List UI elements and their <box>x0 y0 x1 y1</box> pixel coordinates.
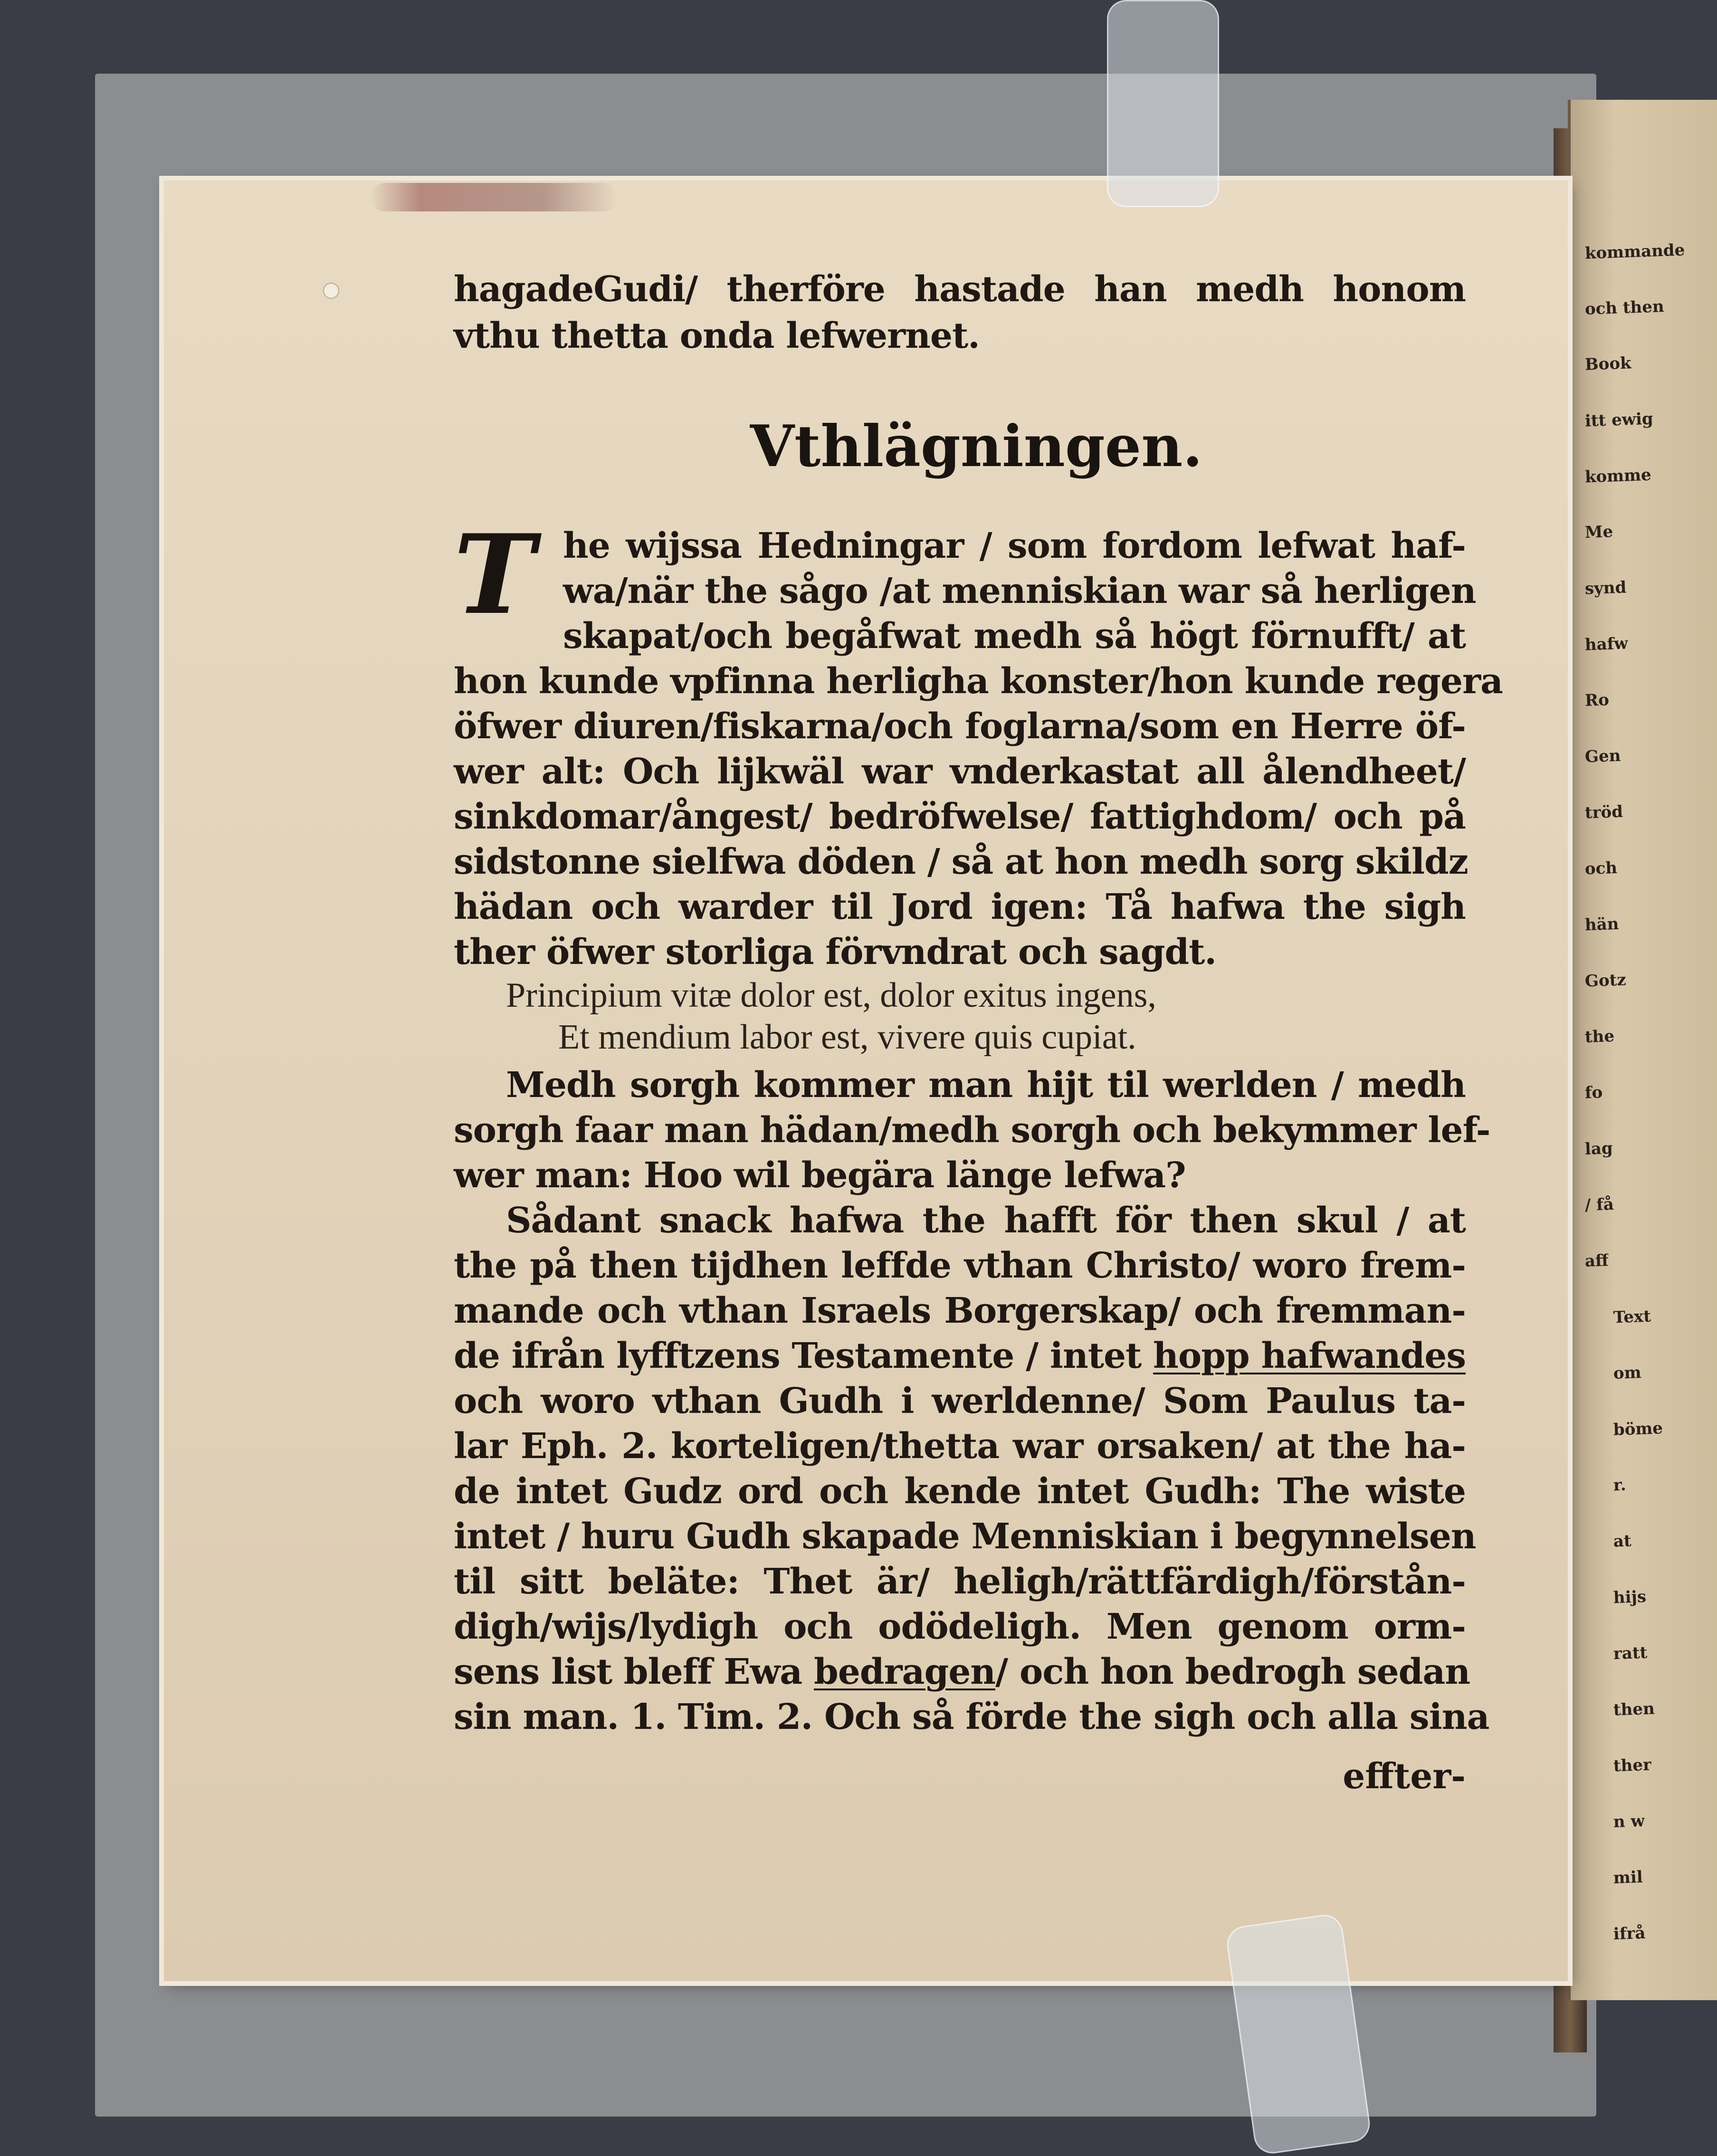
facing-page-fragment: itt ewig <box>1584 409 1654 431</box>
facing-page-fragment: ifrå <box>1613 1923 1646 1944</box>
catchword: effter- <box>1343 1756 1466 1797</box>
facing-page-fragment: mil <box>1613 1867 1643 1888</box>
text-line: sorgh faar man hädan/medh sorgh och bekymmer lef- <box>454 1110 1490 1151</box>
page-hole <box>323 283 339 299</box>
facing-page-fragment: aff <box>1584 1251 1609 1271</box>
facing-page-fragment: komme <box>1584 465 1652 487</box>
section-heading: Vthlägningen. <box>750 413 1203 480</box>
drop-cap: T <box>454 511 535 639</box>
facing-page-fragment: lag <box>1584 1138 1613 1159</box>
facing-page-fragment: r. <box>1613 1475 1627 1495</box>
text-line: hon kunde vpfinna herligha konster/hon kunde regera <box>454 661 1503 702</box>
facing-page-fragment: Ro <box>1584 690 1610 710</box>
facing-page-fragment: synd <box>1584 578 1627 599</box>
text-line: hagadeGudi/ therföre hastade han medh honom <box>454 269 1466 310</box>
text-line: til sitt beläte: Thet är/ heligh/rättfärdigh/förstån- <box>454 1561 1466 1602</box>
text-line: Medh sorgh kommer man hijt til werlden / medh <box>506 1065 1466 1106</box>
facing-page-fragment: Text <box>1613 1307 1651 1327</box>
facing-page-fragment: om <box>1613 1363 1642 1383</box>
facing-page-fragment: Me <box>1584 522 1613 543</box>
facing-page-fragment: Gotz <box>1584 970 1627 991</box>
text-line: de intet Gudz ord och kende intet Gudh: The wiste <box>454 1471 1466 1512</box>
plastic-clip-top <box>1107 0 1219 207</box>
facing-page-fragment: ratt <box>1613 1643 1648 1664</box>
text-line: wer alt: Och lijkwäl war vnderkastat all ålendheet/ <box>454 751 1466 792</box>
facing-page-fragment: n w <box>1613 1811 1645 1832</box>
underlined-phrase: bedragen <box>813 1651 996 1692</box>
text-line: vthu thetta onda lefwernet. <box>454 315 980 356</box>
facing-page-fragment: Gen <box>1584 746 1621 767</box>
text-line: hädan och warder til Jord igen: Tå hafwa the sigh <box>454 887 1466 927</box>
facing-page-fragment: at <box>1613 1531 1632 1551</box>
facing-page-fragment: then <box>1613 1699 1655 1720</box>
facing-page-fragment: hijs <box>1613 1587 1647 1608</box>
facing-page-fragment: the <box>1584 1026 1615 1047</box>
text-line: wer man: Hoo wil begära länge lefwa? <box>454 1155 1186 1196</box>
text-line: sin man. 1. Tim. 2. Och så förde the sigh och alla sina <box>454 1697 1489 1737</box>
text-line: och woro vthan Gudh i werldenne/ Som Paulus ta- <box>454 1381 1466 1421</box>
latin-verse-line: Principium vitæ dolor est, dolor exitus ingens, <box>506 976 1156 1015</box>
text-line: sens list bleff Ewa bedragen/ och hon bedrogh sedan <box>454 1651 1470 1692</box>
facing-page-fragment: och then <box>1584 297 1665 319</box>
text-line: he wijssa Hedningar / som fordom lefwat haf- <box>563 525 1466 566</box>
facing-page-fragment: tröd <box>1584 802 1623 823</box>
text-line: mande och vthan Israels Borgerskap/ och fremman- <box>454 1290 1466 1331</box>
facing-page-fragment: hän <box>1584 914 1620 935</box>
text-line: lar Eph. 2. korteligen/thetta war orsaken/ at the ha- <box>454 1426 1466 1467</box>
underlined-phrase: hopp hafwandes <box>1153 1336 1466 1376</box>
latin-verse-line: Et mendium labor est, vivere quis cupiat. <box>558 1018 1136 1057</box>
text-line: intet / huru Gudh skapade Menniskian i begynnelsen <box>454 1516 1476 1557</box>
text-line: Sådant snack hafwa the hafft för then skul / at <box>506 1200 1466 1241</box>
text-line: the på then tijdhen leffde vthan Christo/ woro frem- <box>454 1245 1466 1286</box>
facing-page-fragment: fo <box>1584 1083 1603 1103</box>
facing-page-fragment: hafw <box>1584 634 1629 655</box>
text-line: ther öfwer storliga förvndrat och sagdt. <box>454 932 1217 973</box>
ink-stain <box>371 183 618 211</box>
text-line: digh/wijs/lydigh och odödeligh. Men genom orm- <box>454 1606 1466 1647</box>
facing-page-fragment: ther <box>1613 1755 1652 1776</box>
text-line: sidstonne sielfwa döden / så at hon medh sorg skildz <box>454 841 1468 882</box>
facing-page-fragment: böme <box>1613 1419 1663 1440</box>
text-line: wa/när the sågo /at menniskian war så herligen <box>563 571 1476 611</box>
text-line: de ifrån lyfftzens Testamente / intet hopp hafwandes <box>454 1336 1466 1376</box>
text-line: skapat/och begåfwat medh så högt förnufft/ at <box>563 616 1466 657</box>
facing-page-fragment: Book <box>1584 353 1632 374</box>
text-line: sinkdomar/ångest/ bedröfwelse/ fattighdom/ och på <box>454 796 1466 837</box>
facing-page-fragment: kommande <box>1584 240 1685 263</box>
facing-page <box>1568 100 1717 2000</box>
facing-page-fragment: och <box>1584 858 1618 879</box>
facing-page-fragment: / få <box>1584 1194 1614 1215</box>
text-line: öfwer diuren/fiskarna/och foglarna/som en Herre öf- <box>454 706 1466 747</box>
